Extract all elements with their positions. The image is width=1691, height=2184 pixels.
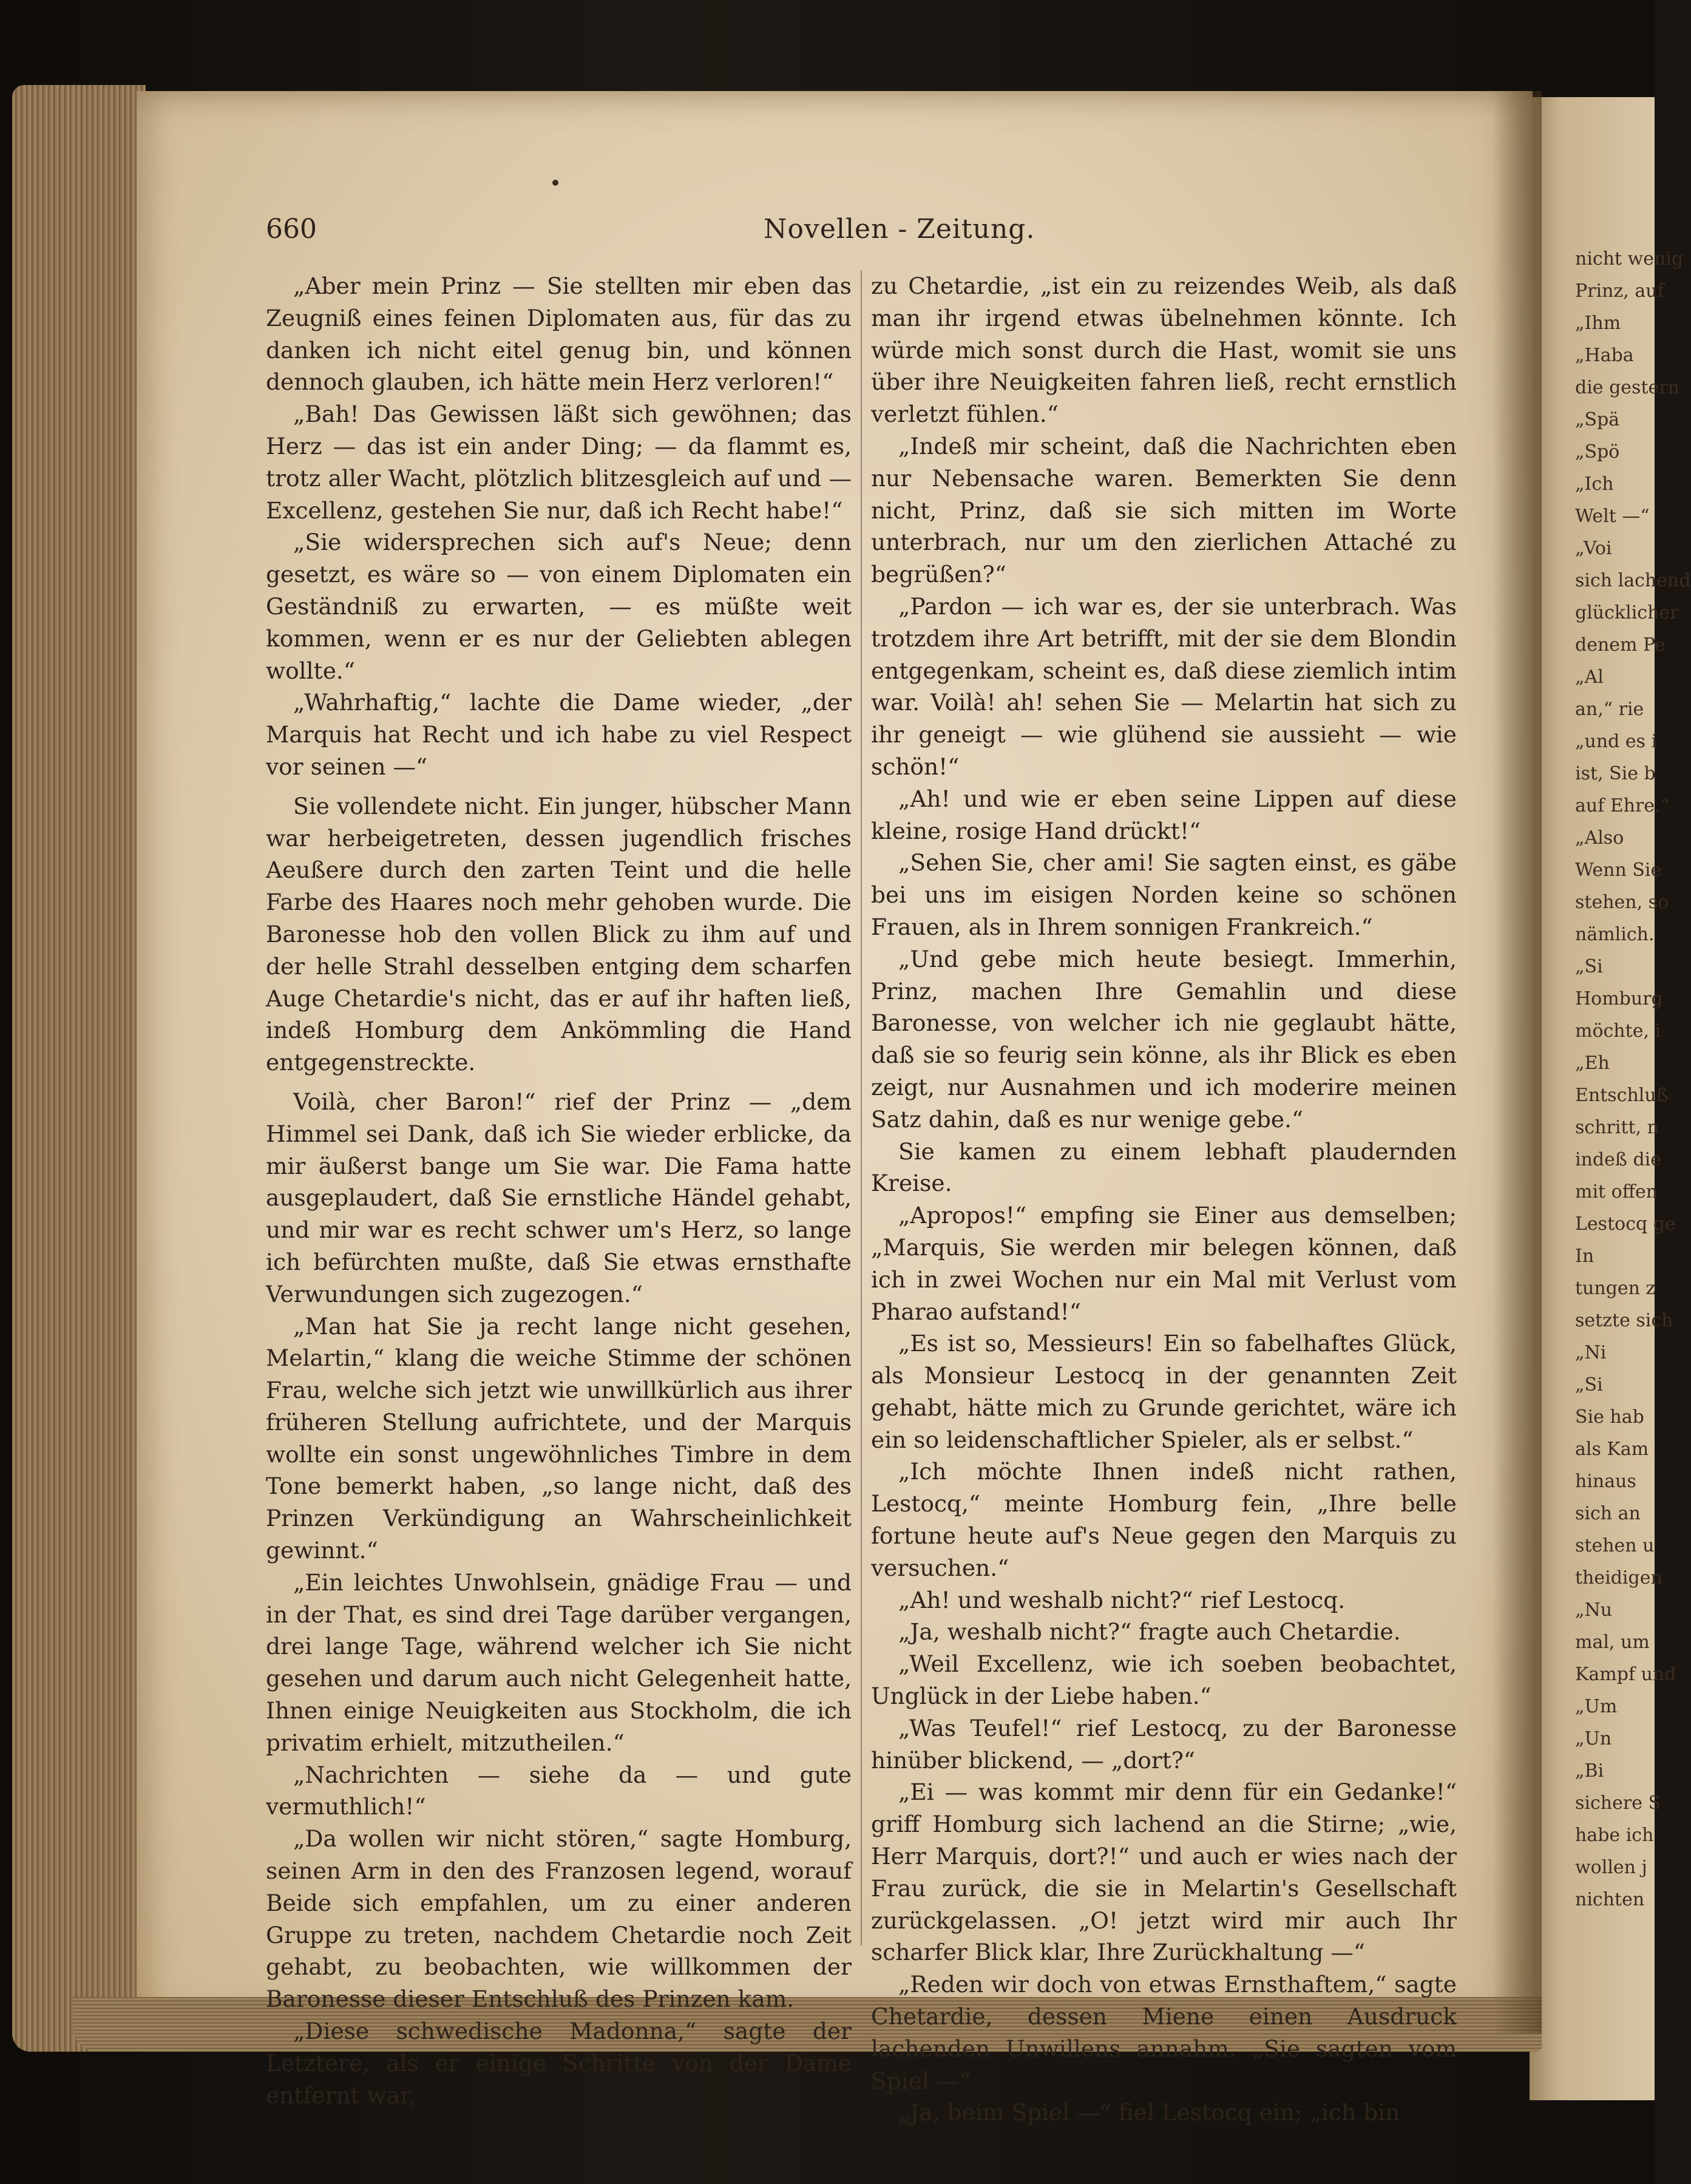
margin-line: In bbox=[1575, 1246, 1594, 1267]
margin-line: mit offen bbox=[1575, 1181, 1658, 1202]
margin-line: Kampf und bbox=[1575, 1664, 1676, 1685]
paragraph: „Diese schwedische Madonna,“ sagte der Letztere, als er einige Schritte von der Dame entfernt war, bbox=[266, 2018, 852, 2109]
paragraph: „Ja, beim Spiel —“ fiel Lestocq ein; „ich bin bbox=[898, 2099, 1400, 2126]
paragraph: „Es ist so, Messieurs! Ein so fabelhaftes Glück, als Monsieur Lestocq in der genannten Zeit gehabt, hätte mich zu Grunde gerichtet, wäre ich ein so leidenschaftlicher Spieler, als er selbst.“ bbox=[871, 1330, 1457, 1453]
margin-line: glücklicher bbox=[1575, 602, 1679, 623]
margin-line: ist, Sie b bbox=[1575, 763, 1656, 784]
margin-line: hinaus bbox=[1575, 1471, 1636, 1492]
paragraph: „Ah! und weshalb nicht?“ rief Lestocq. bbox=[898, 1586, 1346, 1613]
margin-line: „Ihm bbox=[1575, 313, 1621, 334]
page-header bbox=[266, 214, 1455, 256]
margin-line: „Voi bbox=[1575, 538, 1612, 559]
margin-line: „Spä bbox=[1575, 409, 1620, 430]
margin-line: tungen z bbox=[1575, 1278, 1656, 1299]
next-page-partial-text bbox=[1575, 243, 1691, 1916]
margin-line: „Bi bbox=[1575, 1760, 1604, 1782]
paragraph: „Ei — was kommt mir denn für ein Gedanke!“ griff Homburg sich lachend an die Stirne; „wie, Herr Marquis, dort?!“ und auch er wies nach der Frau zurück, die sie in Melartin's Gesellschaft zurückgelassen. „O! jetzt wird mir auch Ihr scharfer Blick klar, Ihre Zurückhaltung —“ bbox=[871, 1779, 1457, 1966]
margin-line: theidigen bbox=[1575, 1567, 1662, 1589]
margin-line: auf Ehre.“ bbox=[1575, 795, 1670, 816]
running-title: Novellen - Zeitung. bbox=[764, 214, 1035, 245]
margin-line: nicht wenig bbox=[1575, 248, 1684, 270]
margin-line: sich an bbox=[1575, 1503, 1641, 1524]
paragraph: „Pardon — ich war es, der sie unterbrach. Was trotzdem ihre Art betrifft, mit der sie dem Blondin entgegenkam, scheint es, daß diese ziemlich intim war. Voilà! ah! sehen Sie — Melartin hat sich zu ihr geneigt — wie glühend sie aussieht — wie schön!“ bbox=[871, 592, 1457, 780]
paragraph: Sie vollendete nicht. Ein junger, hübscher Mann war herbeigetreten, dessen jugendlich frisches Aeußere durch den zarten Teint und die helle Farbe des Haares noch mehr gehoben wurde. Die Baronesse hob den vollen Blick zu ihm auf und der helle Strahl desselben entging dem scharfen Auge Chetardie's nicht, das er auf ihr haften ließ, indeß Homburg dem Ankömmling die Hand entgegenstreckte. bbox=[266, 792, 852, 1076]
margin-line: „Haba bbox=[1575, 345, 1634, 366]
margin-line: „Ich bbox=[1575, 473, 1614, 495]
column-rule bbox=[861, 270, 862, 1945]
paragraph: „Ja, weshalb nicht?“ fragte auch Chetardie. bbox=[898, 1618, 1401, 1646]
margin-line: „Un bbox=[1575, 1728, 1612, 1749]
margin-line: sich lachend bbox=[1575, 570, 1691, 591]
paragraph: „Nachrichten — siehe da — und gute vermuthlich!“ bbox=[266, 1761, 852, 1820]
paragraph: Sie kamen zu einem lebhaft plaudernden Kreise. bbox=[871, 1138, 1457, 1197]
paragraph: „Man hat Sie ja recht lange nicht gesehen, Melartin,“ klang die weiche Stimme der schönen Frau, welche sich jetzt wie unwillkürlich aus ihrer früheren Stellung aufrichtete, und der Marquis wollte ein sonst ungewöhnliches Timbre in dem Tone bemerkt haben, „so lange nicht, daß des Prinzen Verkündigung an Wahrscheinlichkeit gewinnt.“ bbox=[266, 1312, 852, 1564]
margin-line: an,“ rie bbox=[1575, 699, 1644, 720]
margin-line: habe ich bbox=[1575, 1825, 1654, 1846]
margin-line: Sie hab bbox=[1575, 1406, 1644, 1428]
margin-line: sichere S bbox=[1575, 1792, 1661, 1814]
paragraph: „Und gebe mich heute besiegt. Immerhin, Prinz, machen Ihre Gemahlin und diese Baronesse, von welcher ich nie geglaubt hätte, daß sie so feurig sein könne, als ihr Blick es eben zeigt, nur Ausnahmen und ich moderire meinen Satz dahin, daß es nur wenige gebe.“ bbox=[871, 945, 1457, 1133]
paragraph: „Sehen Sie, cher ami! Sie sagten einst, es gäbe bei uns im eisigen Norden keine so schönen Frauen, als in Ihrem sonnigen Frankreich.“ bbox=[871, 849, 1457, 940]
margin-line: Homburg bbox=[1575, 988, 1663, 1009]
paragraph: „Weil Excellenz, wie ich soeben beobachtet, Unglück in der Liebe haben.“ bbox=[871, 1650, 1457, 1710]
margin-line: die gestern bbox=[1575, 377, 1679, 398]
paragraph: „Wahrhaftig,“ lachte die Dame wieder, „der Marquis hat Recht und ich habe zu viel Respect vor seinen —“ bbox=[266, 689, 852, 780]
margin-line: setzte sich bbox=[1575, 1310, 1673, 1331]
paragraph: „Ein leichtes Unwohlsein, gnädige Frau — und in der That, es sind drei Tage darüber vergangen, drei lange Tage, während welcher ich Sie nicht gesehen und darum auch nicht Gelegenheit hatte, Ihnen einige Neuigkeiten aus Stockholm, die ich privatim erhielt, mitzutheilen.“ bbox=[266, 1568, 852, 1756]
paragraph: „Apropos!“ empfing sie Einer aus demselben; „Marquis, Sie werden mir belegen können, daß ich in zwei Wochen nur ein Mal mit Verlust vom Pharao aufstand!“ bbox=[871, 1202, 1457, 1325]
paragraph: „Indeß mir scheint, daß die Nachrichten eben nur Nebensache waren. Bemerkten Sie denn nicht, Prinz, daß sie sich mitten im Worte unterbrach, nur um den zierlichen Attaché zu begrüßen?“ bbox=[871, 432, 1457, 588]
paragraph: „Reden wir doch von etwas Ernsthaftem,“ sagte Chetardie, dessen Miene einen Ausdruck lachenden Unwillens annahm. „Sie sagten vom Spiel —“ bbox=[871, 1971, 1457, 2094]
gutter-shadow bbox=[1493, 91, 1542, 2033]
margin-line: schritt, n bbox=[1575, 1117, 1659, 1138]
margin-line: denem Pe bbox=[1575, 634, 1666, 656]
margin-line: indeß die bbox=[1575, 1149, 1662, 1170]
margin-line: „Eh bbox=[1575, 1053, 1610, 1074]
margin-line: nichten bbox=[1575, 1889, 1645, 1910]
ink-speck bbox=[552, 180, 558, 186]
margin-line: als Kam bbox=[1575, 1439, 1649, 1460]
margin-line: „und es i bbox=[1575, 731, 1658, 752]
margin-line: Lestocq ge bbox=[1575, 1213, 1676, 1235]
margin-line: „Nu bbox=[1575, 1599, 1613, 1621]
paragraph: „Bah! Das Gewissen läßt sich gewöhnen; das Herz — das ist ein ander Ding; — da flammt es, trotz aller Wacht, plötzlich blitzesgleich auf und — Excellenz, gestehen Sie nur, daß ich Recht habe!“ bbox=[266, 401, 852, 524]
paragraph: „Ah! und wie er eben seine Lippen auf diese kleine, rosige Hand drückt!“ bbox=[871, 785, 1457, 844]
margin-line: möchte, i bbox=[1575, 1020, 1661, 1042]
margin-line: stehen, so bbox=[1575, 892, 1669, 913]
margin-line: wollen j bbox=[1575, 1857, 1647, 1878]
paragraph: „Sie widersprechen sich auf's Neue; denn gesetzt, es wäre so — von einem Diplomaten ein Geständniß zu erwarten, — es müßte weit kommen, wenn er es nur der Geliebten ablegen wollte.“ bbox=[266, 529, 852, 684]
margin-line: „Um bbox=[1575, 1696, 1618, 1717]
margin-line: stehen u bbox=[1575, 1535, 1655, 1556]
paragraph: Voilà, cher Baron!“ rief der Prinz — „dem Himmel sei Dank, daß ich Sie wieder erblicke, da mir äußerst bange um Sie war. Die Fama hatte ausgeplaudert, daß Sie ernstliche Händel gehabt, und mir war es recht schwer um's Herz, so lange ich befürchten mußte, daß Sie etwas ernsthafte Verwundungen sich zugezogen.“ bbox=[266, 1088, 852, 1307]
paragraph: „Ich möchte Ihnen indeß nicht rathen, Lestocq,“ meinte Homburg fein, „Ihre belle fortune heute auf's Neue gegen den Marquis zu versuchen.“ bbox=[871, 1458, 1457, 1581]
margin-line: Prinz, auf bbox=[1575, 280, 1664, 302]
margin-line: nämlich. bbox=[1575, 924, 1655, 945]
margin-line: „Spö bbox=[1575, 441, 1620, 463]
margin-line: „Si bbox=[1575, 956, 1603, 977]
page-number: 660 bbox=[266, 214, 317, 245]
paragraph: „Was Teufel!“ rief Lestocq, zu der Baronesse hinüber blickend, — „dort?“ bbox=[871, 1714, 1457, 1774]
margin-line: „Si bbox=[1575, 1374, 1603, 1396]
margin-line: Welt —“ bbox=[1575, 506, 1650, 527]
book-block-edges bbox=[12, 85, 146, 2052]
left-text-column bbox=[266, 270, 852, 2111]
margin-line: „Al bbox=[1575, 666, 1604, 688]
paragraph: „Da wollen wir nicht stören,“ sagte Homburg, seinen Arm in den des Franzosen legend, worauf Beide sich empfahlen, um zu einer anderen Gruppe zu treten, nachdem Chetardie noch Zeit gehabt, zu beobachten, wie willkommen der Baronesse dieser Entschluß des Prinzen kam. bbox=[266, 1825, 852, 2013]
margin-line: „Ni bbox=[1575, 1342, 1607, 1363]
margin-line: mal, um bbox=[1575, 1632, 1650, 1653]
paragraph: zu Chetardie, „ist ein zu reizendes Weib, als daß man ihr irgend etwas übelnehmen könnte. Ich würde mich sonst durch die Hast, womit sie uns über ihre Neuigkeiten fahren ließ, recht ernstlich verletzt fühlen.“ bbox=[871, 273, 1457, 428]
right-text-column bbox=[871, 270, 1457, 2129]
margin-line: Wenn Sie bbox=[1575, 860, 1662, 881]
margin-line: Entschluß bbox=[1575, 1085, 1669, 1106]
margin-line: „Also bbox=[1575, 827, 1624, 849]
paragraph: „Aber mein Prinz — Sie stellten mir eben das Zeugniß eines feinen Diplomaten aus, für das zu danken ich nicht eitel genug bin, und können dennoch glauben, ich hätte mein Herz verloren!“ bbox=[266, 273, 852, 396]
